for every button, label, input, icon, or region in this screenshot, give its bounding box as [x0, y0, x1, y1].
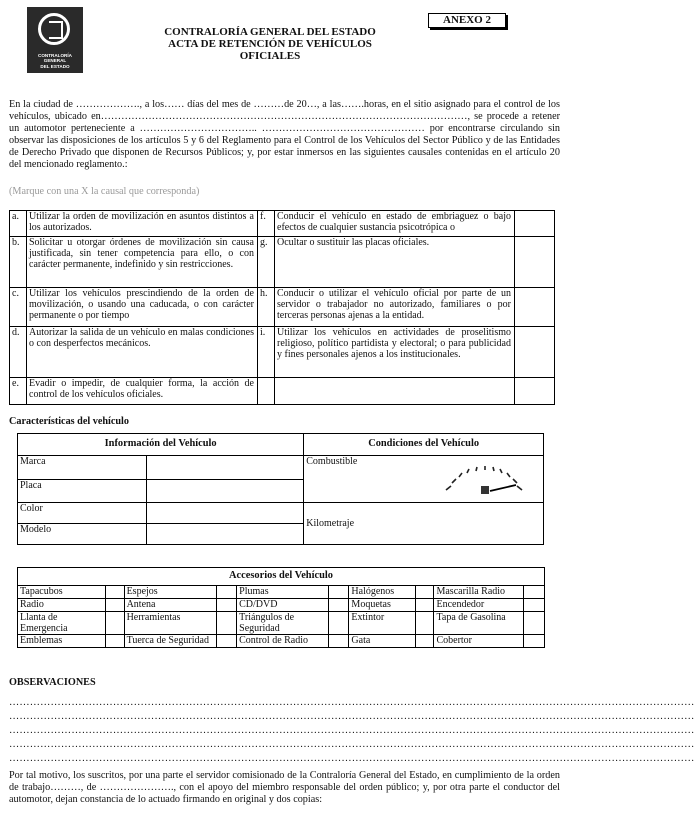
logo-e-mark-icon [49, 21, 63, 39]
cause-text: Conducir o utilizar el vehículo oficial por parte de un servidor o trabajador no autorizado, familiares o por terceras personas ajenas a la entidad. [275, 288, 515, 327]
observation-line[interactable]: ……………………………………………………………………………………………………………………………………………………………………………… [9, 739, 695, 750]
accessory-checkbox[interactable] [524, 599, 545, 612]
field-value-plate[interactable] [147, 479, 304, 503]
accessory-label: Emblemas [18, 635, 106, 648]
accessory-label: Tuerca de Seguridad [124, 635, 216, 648]
accessory-checkbox[interactable] [524, 635, 545, 648]
cause-letter: c. [10, 288, 27, 327]
accessory-label: Herramientas [124, 612, 216, 635]
vehicle-info-header: Información del Vehículo [18, 434, 304, 456]
accessory-label: Tapa de Gasolina [434, 612, 524, 635]
accessory-checkbox[interactable] [415, 586, 434, 599]
annex-label: ANEXO 2 [428, 13, 506, 28]
accessory-row [18, 599, 545, 612]
accessory-label: CD/DVD [237, 599, 329, 612]
accessory-checkbox[interactable] [105, 635, 124, 648]
fuel-cell [304, 456, 544, 503]
accessory-checkbox[interactable] [524, 586, 545, 599]
title-line-2: ACTA DE RETENCIÓN DE VEHÍCULOS [168, 38, 372, 50]
vehicle-section-title: Características del vehículo [9, 416, 129, 427]
field-label-brand: Marca [18, 456, 147, 480]
accessory-label: Moquetas [349, 599, 415, 612]
accessory-label: Extintor [349, 612, 415, 635]
field-value-color[interactable] [147, 503, 304, 524]
field-label-plate: Placa [18, 479, 147, 503]
cause-letter: h. [258, 288, 275, 327]
accessory-row [18, 612, 545, 635]
cause-letter: b. [10, 237, 27, 288]
accessory-checkbox[interactable] [524, 612, 545, 635]
cause-row [10, 237, 555, 288]
observations-title: OBSERVACIONES [9, 677, 96, 688]
cge-logo [27, 7, 83, 73]
title-line-1: CONTRALORÍA GENERAL DEL ESTADO [164, 26, 376, 38]
observation-line[interactable]: ……………………………………………………………………………………………………………………………………………………………………………… [9, 697, 695, 708]
accessory-checkbox[interactable] [328, 586, 349, 599]
accessory-label: Plumas [237, 586, 329, 599]
cause-text: Utilizar los vehículos en actividades de proselitismo religioso, político partidista y electoral; o para publicidad y fines personales ajenos a los institucionales. [275, 327, 515, 378]
cause-checkbox[interactable] [515, 237, 555, 288]
cause-letter: f. [258, 211, 275, 237]
field-value-model[interactable] [147, 524, 304, 545]
observation-line[interactable]: ……………………………………………………………………………………………………………………………………………………………………………… [9, 725, 695, 736]
accessory-checkbox[interactable] [105, 599, 124, 612]
observation-line[interactable]: ……………………………………………………………………………………………………………………………………………………………………………… [9, 711, 695, 722]
mark-instruction: (Marque con una X la causal que corresponda) [9, 186, 200, 197]
accessory-checkbox[interactable] [216, 612, 237, 635]
accessory-checkbox[interactable] [216, 599, 237, 612]
cause-text: Utilizar la orden de movilización en asuntos distintos a los autorizados. [27, 211, 258, 237]
cause-letter: d. [10, 327, 27, 378]
accessories-header: Accesorios del Vehículo [18, 568, 545, 586]
cause-row [10, 378, 555, 405]
accessory-row [18, 635, 545, 648]
cause-checkbox[interactable] [515, 211, 555, 237]
cause-row [10, 211, 555, 237]
accessory-checkbox[interactable] [328, 599, 349, 612]
cause-letter: i. [258, 327, 275, 378]
cause-text: Ocultar o sustituir las placas oficiales. [275, 237, 515, 288]
logo-text-line: CONTRALORÍA [38, 53, 72, 58]
logo-text [29, 53, 81, 69]
field-label-color: Color [18, 503, 147, 524]
accessory-label: Radio [18, 599, 106, 612]
closing-paragraph: Por tal motivo, los suscritos, por una parte el servidor comisionado de la Contraloría General del Estado, en cumplimiento de la orden de trabajo………, de …………………., con el apoyo del miembro responsable del orden público; y, por otra parte el conductor del automotor, dejan constancia de lo actuado firmando en original y dos copias: [9, 770, 560, 806]
accessory-checkbox[interactable] [415, 612, 434, 635]
accessory-checkbox[interactable] [328, 635, 349, 648]
observation-line[interactable]: ……………………………………………………………………………………………………………………………………………………………………………… [9, 753, 695, 764]
cause-text: Conducir el vehículo en estado de embriaguez o bajo efectos de cualquier sustancia psicotrópica o [275, 211, 515, 237]
vehicle-condition-header: Condiciones del Vehículo [304, 434, 544, 456]
accessory-label: Mascarilla Radio [434, 586, 524, 599]
mileage-label: Kilometraje [306, 517, 355, 529]
cause-checkbox[interactable] [515, 378, 555, 405]
causes-table [9, 210, 555, 405]
accessory-label: Llanta de Emergencia [18, 612, 106, 635]
cause-letter: e. [10, 378, 27, 405]
accessory-checkbox[interactable] [216, 635, 237, 648]
cause-text: Solicitar u otorgar órdenes de movilización sin causa justificada, sin tener competencia para ello, o con carácter permanente, indefinido y sin restricciones. [27, 237, 258, 288]
title-line-3: OFICIALES [239, 50, 301, 62]
accessory-label: Halógenos [349, 586, 415, 599]
accessory-label: Tapacubos [18, 586, 106, 599]
cause-checkbox[interactable] [515, 327, 555, 378]
field-label-model: Modelo [18, 524, 147, 545]
accessory-checkbox[interactable] [216, 586, 237, 599]
accessory-label: Encendedor [434, 599, 524, 612]
accessory-checkbox[interactable] [328, 612, 349, 635]
cause-row [10, 327, 555, 378]
cause-text-empty [275, 378, 515, 405]
cause-text: Utilizar los vehículos prescindiendo de la orden de movilización, o usando una caducada, o con carácter permanente o por tiempo [27, 288, 258, 327]
cause-letter: a. [10, 211, 27, 237]
accessory-label: Gata [349, 635, 415, 648]
fuel-gauge-icon [440, 464, 538, 498]
accessory-checkbox[interactable] [105, 586, 124, 599]
cause-letter-empty [258, 378, 275, 405]
accessory-checkbox[interactable] [105, 612, 124, 635]
accessory-label: Triángulos de Seguridad [237, 612, 329, 635]
accessories-table [17, 567, 545, 648]
cause-row [10, 288, 555, 327]
vehicle-table [17, 433, 544, 545]
fuel-label: Combustible [306, 456, 358, 467]
cause-letter: g. [258, 237, 275, 288]
cause-checkbox[interactable] [515, 288, 555, 327]
accessory-checkbox[interactable] [415, 635, 434, 648]
accessory-label: Cobertor [434, 635, 524, 648]
accessory-label: Espejos [124, 586, 216, 599]
cause-text: Autorizar la salida de un vehículo en malas condiciones o con desperfectos mecánicos. [27, 327, 258, 378]
accessory-checkbox[interactable] [415, 599, 434, 612]
intro-paragraph: En la ciudad de ………………., a los…… días del mes de ………de 20…, a las…….horas, en el sitio asignado para el control de los vehículos, ubicado en………………………………………………………………………………………………, se procede a retener un automotor perteneciente a …………………………….. ………………………………………… por encontrarse circulando sin observar las disposiciones de los artículos 5 y 6 del Reglamento para el Control de los Vehículos del Sector Público y de las Entidades de Derecho Privado que disponen de Recursos Públicos; y, por estar inmersos en las siguientes causales contenidas en el artículo 20 del mencionado reglamento.: [9, 99, 560, 171]
logo-text-line: DEL ESTADO [40, 63, 70, 69]
accessory-row [18, 586, 545, 599]
accessory-label: Antena [124, 599, 216, 612]
field-value-brand[interactable] [147, 456, 304, 480]
mileage-cell [304, 503, 544, 545]
cause-text: Evadir o impedir, de cualquier forma, la acción de control de los vehículos oficiales. [27, 378, 258, 405]
logo-text-line: GENERAL [43, 58, 67, 64]
accessory-label: Control de Radio [237, 635, 329, 648]
